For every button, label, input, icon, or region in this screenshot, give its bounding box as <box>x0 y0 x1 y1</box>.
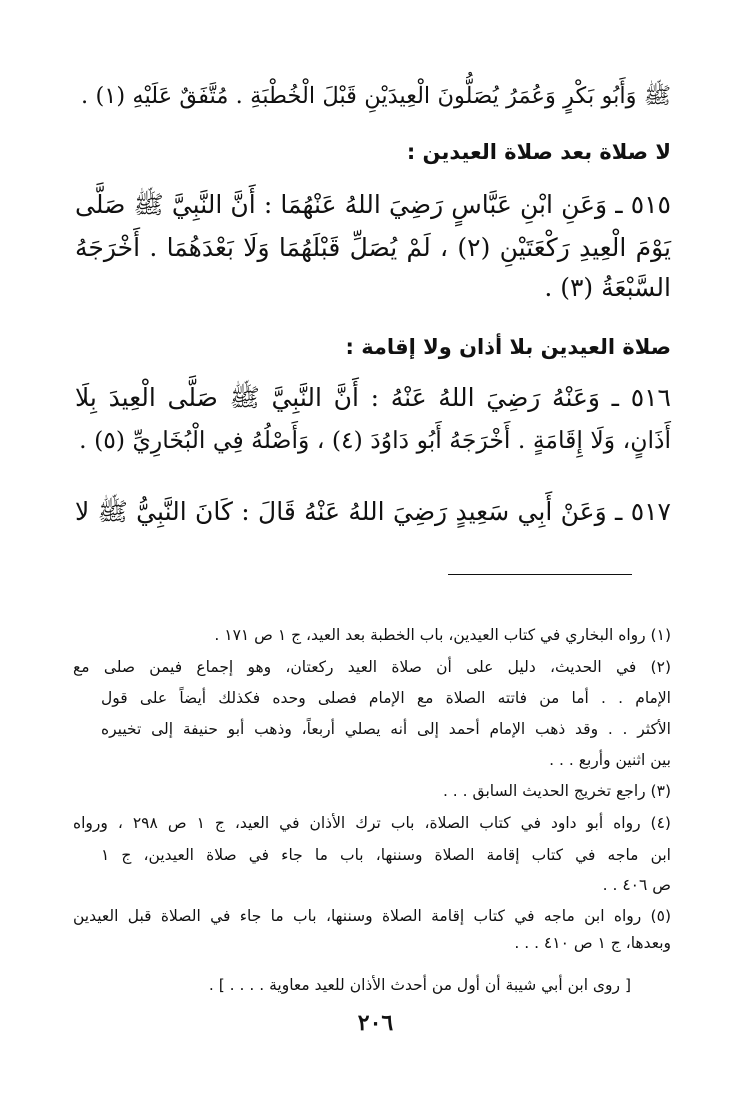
footnote-5-line-2: وبعدها، ج ١ ص ٤١٠ . . . <box>514 934 671 952</box>
section-heading-no-prayer-after-eid: لا صلاة بعد صلاة العيدين : <box>406 140 671 164</box>
footnote-2-line-3: الأكثر . . وقد ذهب الإمام أحمد إلى أنه يصلي أربعاً، وذهب أبو حنيفة إلى تخييره <box>101 720 671 738</box>
footnote-4-line-3: ص ٤٠٦ . . <box>602 876 671 894</box>
editor-note: [ روى ابن أبي شيبة أن أول من أحدث الأذان للعيد معاوية . . . . ] . <box>208 976 631 994</box>
hadith-515-line-2: يَوْمَ الْعِيدِ رَكْعَتَيْنِ (٢) ، لَمْ يُصَلِّ قَبْلَهُمَا وَلَا بَعْدَهُمَا . أَخْرَجَهُ <box>75 233 672 262</box>
footnote-4-line-2: ابن ماجه في كتاب إقامة الصلاة وسننها، باب ما جاء في صلاة العيدين، ج ١ <box>101 846 671 864</box>
footnote-3: (٣) راجع تخريج الحديث السابق . . . <box>442 782 671 800</box>
footnote-2-line-4: بين اثنين وأربع . . . <box>549 751 671 769</box>
hadith-515-line-1: ٥١٥ ـ وَعَنِ ابْنِ عَبَّاسٍ رَضِيَ اللهُ عَنْهُمَا : أَنَّ النَّبِيَّ ﷺ صَلَّى <box>75 190 671 219</box>
footnote-separator <box>448 574 632 575</box>
hadith-516-line-1: ٥١٦ ـ وَعَنْهُ رَضِيَ اللهُ عَنْهُ : أَنَّ النَّبِيَّ ﷺ صَلَّى الْعِيدَ بِلَا <box>75 383 671 412</box>
page-number: ٢٠٦ <box>357 1010 394 1036</box>
footnote-2-line-1: (٢) في الحديث، دليل على أن صلاة العيد ركعتان، وهو إجماع فيمن صلى مع <box>73 658 671 676</box>
footnote-1: (١) رواه البخاري في كتاب العيدين، باب الخطبة بعد العيد، ج ١ ص ١٧١ . <box>214 626 671 644</box>
footnote-5-line-1: (٥) رواه ابن ماجه في كتاب إقامة الصلاة وسننها، باب ما جاء في الصلاة قبل العيدين <box>73 907 671 925</box>
hadith-514-ending: ﷺ وَأَبُو بَكْرٍ وَعُمَرُ يُصَلُّونَ الْعِيدَيْنِ قَبْلَ الْخُطْبَةِ . مُتَّفَقٌ عَلَيْهِ (١) . <box>81 83 671 109</box>
hadith-516-line-2: أَذَانٍ، وَلَا إِقَامَةٍ . أَخْرَجَهُ أَبُو دَاوُدَ (٤) ، وَأَصْلُهُ فِي الْبُخَارِيِّ (٥) . <box>79 426 671 454</box>
hadith-515-line-3: السَّبْعَةُ (٣) . <box>544 273 671 302</box>
section-heading-no-adhan-iqama: صلاة العيدين بلا أذان ولا إقامة : <box>345 335 671 359</box>
hadith-517-line-1: ٥١٧ ـ وَعَنْ أَبِي سَعِيدٍ رَضِيَ اللهُ عَنْهُ قَالَ : كَانَ النَّبِيُّ ﷺ لا <box>75 497 671 526</box>
footnote-4-line-1: (٤) رواه أبو داود في كتاب الصلاة، باب ترك الأذان في العيد، ج ١ ص ٢٩٨ ، ورواه <box>73 814 671 832</box>
footnote-2-line-2: الإمام . . أما من فاتته الصلاة مع الإمام فصلى وحده فكذلك أيضاً على قول <box>101 689 671 707</box>
